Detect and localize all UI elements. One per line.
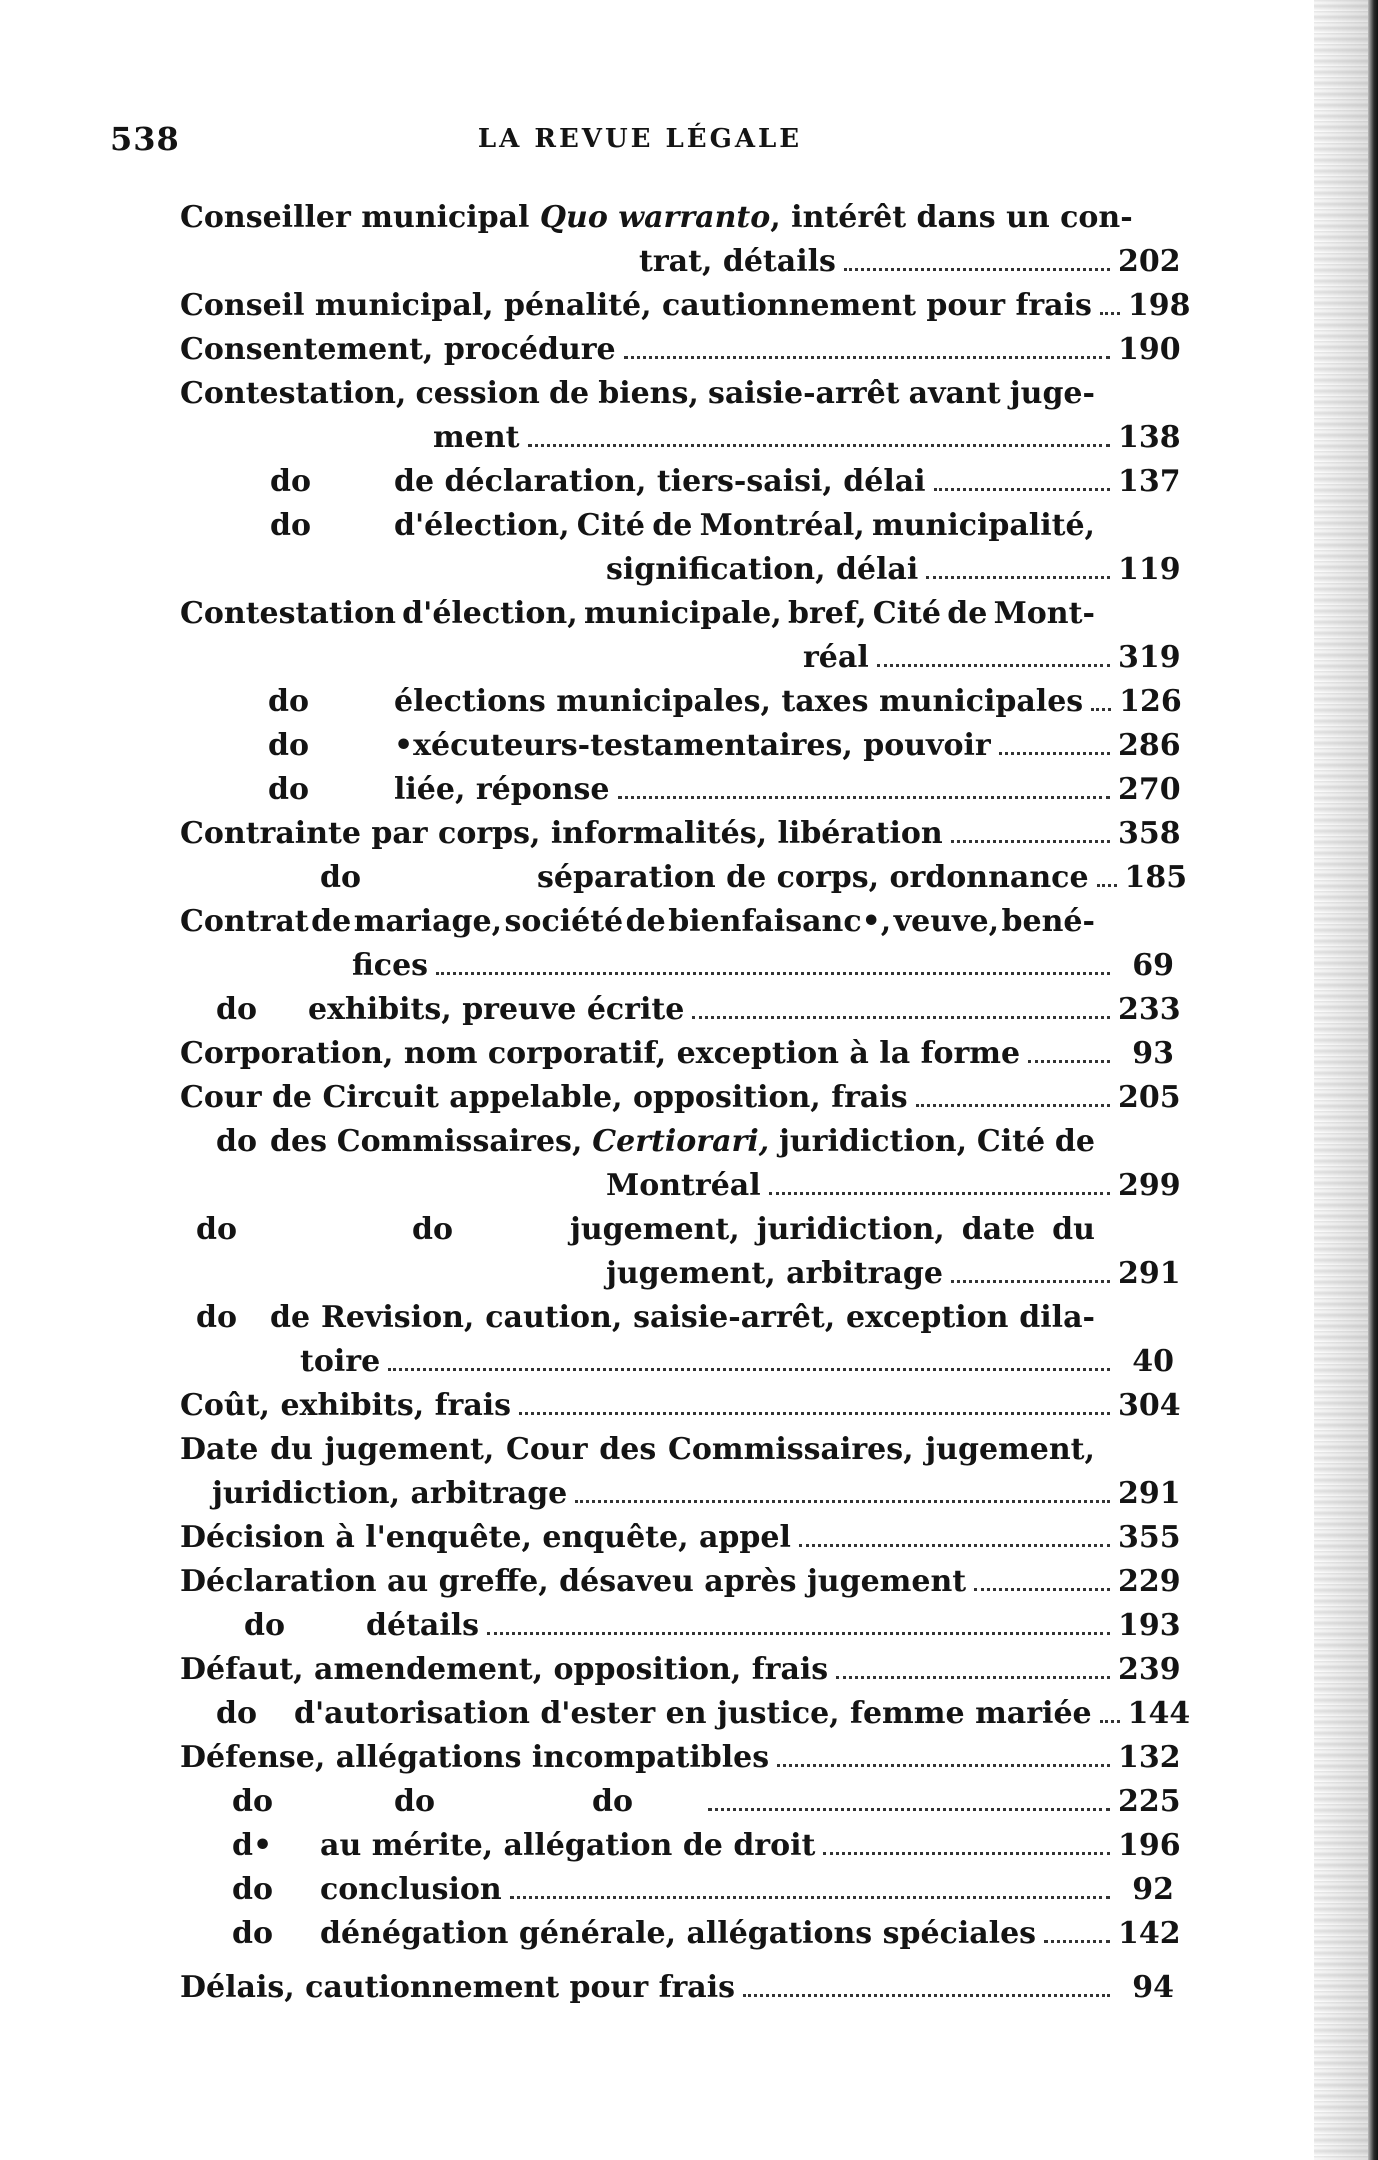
dot-leader [1100, 312, 1120, 315]
entry-word: de [549, 376, 590, 411]
entry-page-ref: 291 [1118, 1476, 1181, 1511]
entry-text: trat, détails [639, 244, 836, 279]
entry-word: de [311, 904, 352, 939]
index-entry-continuation [300, 1340, 1174, 1384]
entry-text: jugement, arbitrage [606, 1256, 943, 1291]
entry-word: mariage, [353, 904, 503, 939]
entry-text: Conseil municipal, pénalité, cautionnement pour frais [180, 288, 1092, 323]
ditto-mark: do [270, 464, 311, 499]
dot-leader [1044, 1940, 1110, 1943]
entry-page-ref: 286 [1118, 728, 1181, 763]
ditto-mark: do [232, 1784, 273, 1819]
entry-page-ref: 198 [1127, 288, 1191, 323]
entry-text: juridiction, arbitrage [212, 1476, 568, 1511]
dot-leader [916, 1104, 1110, 1107]
entry-page-ref: 202 [1118, 244, 1181, 279]
index-entry-line [570, 1208, 1095, 1252]
entry-page-ref: 358 [1118, 816, 1181, 851]
index-entry-continuation [803, 636, 1181, 680]
entry-word: juge- [1009, 376, 1095, 411]
entry-word: Cour [506, 1432, 588, 1467]
entry-word: municipale, [583, 596, 782, 631]
entry-word: du [1052, 1212, 1095, 1247]
dot-leader [436, 972, 1110, 975]
entry-text: au mérite, allégation de droit [320, 1828, 816, 1863]
entry-text: de déclaration, tiers-saisi, délai [394, 464, 926, 499]
entry-page-ref: 69 [1132, 948, 1174, 983]
index-entry-line [394, 724, 1181, 768]
index-entry-line [537, 856, 1188, 900]
index-entry-line [180, 196, 1133, 240]
entry-page-ref: 190 [1118, 332, 1181, 367]
entry-text: détails [366, 1608, 480, 1643]
dot-leader [1100, 1720, 1120, 1723]
dot-leader [519, 1412, 1110, 1415]
entry-word: Montréal, [699, 508, 865, 543]
entry-word: société [504, 904, 624, 939]
index-entry-line [394, 460, 1181, 504]
ditto-mark: do [216, 1696, 257, 1731]
dot-leader [487, 1632, 1110, 1635]
index-entry-line [294, 1692, 1191, 1736]
entry-page-ref: 196 [1118, 1828, 1181, 1863]
running-title: LA REVUE LÉGALE [477, 124, 803, 154]
entry-word: date [961, 1212, 1036, 1247]
ditto-mark: do [216, 992, 257, 1027]
entry-text: Corporation, nom corporatif, exception à la forme [180, 1036, 1021, 1071]
index-entry-line [180, 1560, 1181, 1604]
entry-word: Contestation, [180, 376, 407, 411]
entry-word: des [270, 1124, 327, 1159]
ditto-mark: do [232, 1872, 273, 1907]
index-entry-line [180, 1966, 1174, 2010]
entry-page-ref: 304 [1118, 1388, 1181, 1423]
ditto-mark: do [216, 1124, 257, 1159]
entry-word: caution, [485, 1300, 623, 1335]
entry-word: jugement, [925, 1432, 1095, 1467]
dot-leader [823, 1852, 1110, 1855]
entry-page-ref: 40 [1132, 1344, 1174, 1379]
dot-leader [618, 796, 1110, 799]
entry-page-ref: 126 [1119, 684, 1182, 719]
entry-page-ref: 144 [1127, 1696, 1191, 1731]
entry-word: Contestation [180, 596, 396, 631]
index-entry-line [180, 1648, 1181, 1692]
page-edge-shadow [1314, 0, 1368, 2160]
dot-leader [575, 1500, 1110, 1503]
index-entry-line [308, 988, 1181, 1032]
entry-text: Délais, cautionnement pour frais [180, 1970, 736, 2005]
dot-leader [999, 752, 1110, 755]
dot-leader [769, 1192, 1110, 1195]
dot-leader [692, 1016, 1110, 1019]
dot-leader [844, 268, 1110, 271]
entry-text: liée, réponse [394, 772, 610, 807]
entry-word: Mont- [993, 596, 1095, 631]
dot-leader [951, 1280, 1110, 1283]
entry-text: Consentement, procédure [180, 332, 616, 367]
ditto-mark: do [268, 684, 309, 719]
dot-leader [624, 356, 1110, 359]
dot-leader [708, 1808, 1110, 1811]
entry-word: de [1054, 1124, 1095, 1159]
entry-word: d'élection, [394, 508, 570, 543]
entry-text: , intérêt dans un con- [770, 200, 1133, 235]
index-entry-line [180, 1076, 1181, 1120]
entry-text: d'autorisation d'ester en justice, femme mariée [294, 1696, 1092, 1731]
index-entry-line [320, 1912, 1181, 1956]
index-entry-line [180, 328, 1181, 372]
entry-page-ref: 319 [1118, 640, 1181, 675]
index-entry-line [180, 372, 1095, 416]
entry-page-ref: 291 [1118, 1256, 1181, 1291]
index-entry-line [366, 1604, 1181, 1648]
entry-page-ref: 193 [1118, 1608, 1181, 1643]
entry-page-ref: 142 [1118, 1916, 1181, 1951]
index-entry-line [394, 504, 1095, 548]
entry-page-ref: 119 [1118, 552, 1181, 587]
entry-page-ref: 229 [1118, 1564, 1181, 1599]
entry-word: Revision, [320, 1300, 475, 1335]
entry-text: élections municipales, taxes municipales [394, 684, 1084, 719]
dot-leader [1097, 884, 1117, 887]
index-entry-continuation [606, 1252, 1181, 1296]
entry-text: fices [352, 948, 429, 983]
entry-text: toire [300, 1344, 381, 1379]
entry-text: dénégation générale, allégations spéciales [320, 1916, 1037, 1951]
page-header [110, 120, 1170, 162]
index-entry-line [180, 812, 1181, 856]
entry-page-ref: 233 [1118, 992, 1181, 1027]
index-entry-line [180, 1428, 1095, 1472]
entry-text: signification, délai [606, 552, 919, 587]
entry-word: du [270, 1432, 313, 1467]
index-entry-line [180, 284, 1191, 328]
dot-leader [934, 488, 1110, 491]
entry-word: Commissaires, [667, 1432, 914, 1467]
entry-page-ref: 270 [1118, 772, 1181, 807]
index-entry-continuation [352, 944, 1174, 988]
dot-leader [926, 576, 1110, 579]
entry-word: Commissaires, [336, 1124, 583, 1159]
entry-text: Défaut, amendement, opposition, frais [180, 1652, 829, 1687]
ditto-mark: do [394, 1784, 435, 1819]
entry-word: saisie-arrêt, [633, 1300, 836, 1335]
entry-text: Déclaration au greffe, désaveu après jugement [180, 1564, 967, 1599]
entry-text: Défense, allégations incompatibles [180, 1740, 770, 1775]
entry-text: Conseiller municipal [180, 200, 540, 235]
dot-leader [836, 1676, 1110, 1679]
index-entry-line [394, 768, 1181, 812]
entry-word: saisie-arrêt [707, 376, 900, 411]
entry-page-ref: 132 [1118, 1740, 1181, 1775]
entry-word: bienfaisanc•, [668, 904, 892, 939]
dot-leader [510, 1896, 1110, 1899]
entry-text: séparation de corps, ordonnance [537, 860, 1089, 895]
index-entry-line [180, 592, 1095, 636]
dot-leader [799, 1544, 1110, 1547]
ditto-mark: d• [232, 1828, 273, 1863]
ditto-mark: do [196, 1300, 237, 1335]
entry-page-ref: 355 [1118, 1520, 1181, 1555]
entry-word: Cité [576, 508, 646, 543]
index-entry-continuation [606, 1164, 1181, 1208]
entry-word: d'élection, [402, 596, 578, 631]
entry-page-ref: 225 [1118, 1784, 1181, 1819]
entry-word: jugement, [570, 1212, 740, 1247]
index-entry-line [180, 1384, 1181, 1428]
dot-leader [1028, 1060, 1110, 1063]
entry-word: dila- [1019, 1300, 1095, 1335]
entry-word: juridiction, [779, 1124, 968, 1159]
entry-word: municipalité, [871, 508, 1095, 543]
ditto-mark: do [592, 1784, 633, 1819]
entry-word: bené- [1001, 904, 1095, 939]
entry-italic-word: Certiorari, [592, 1124, 770, 1159]
entry-word: veuve, [893, 904, 1000, 939]
entry-word: cession [415, 376, 540, 411]
entry-text: Montréal [606, 1168, 761, 1203]
entry-word: des [599, 1432, 657, 1467]
index-entry-line [700, 1780, 1181, 1824]
entry-page-ref: 138 [1118, 420, 1181, 455]
ditto-mark: do [268, 772, 309, 807]
entry-page-ref: 94 [1132, 1970, 1174, 2005]
entry-word: de [652, 508, 693, 543]
dot-leader [388, 1368, 1110, 1371]
dot-leader [743, 1994, 1110, 1997]
index-entry-line [270, 1296, 1095, 1340]
ditto-mark: do [270, 508, 311, 543]
entry-word: bref, [787, 596, 867, 631]
entry-word: avant [908, 376, 1001, 411]
entry-page-ref: 205 [1118, 1080, 1181, 1115]
entry-page-ref: 299 [1118, 1168, 1181, 1203]
entry-word: de [947, 596, 988, 631]
entry-italic-text: Quo warranto [539, 200, 771, 235]
dot-leader [951, 840, 1110, 843]
index-entry-continuation [606, 548, 1181, 592]
entry-text: réal [803, 640, 869, 675]
ditto-mark: do [244, 1608, 285, 1643]
entry-page-ref: 185 [1124, 860, 1188, 895]
index-entry-line [180, 1032, 1174, 1076]
entry-page-ref: 92 [1132, 1872, 1174, 1907]
entry-word: Contrat [180, 904, 309, 939]
dot-leader [777, 1764, 1110, 1767]
page-binding-edge [1368, 0, 1378, 2160]
entry-word: Cité [976, 1124, 1046, 1159]
index-entry-line [180, 1736, 1181, 1780]
entry-word: biens, [598, 376, 699, 411]
entry-text: exhibits, preuve écrite [308, 992, 685, 1027]
dot-leader [528, 444, 1111, 447]
ditto-mark: do [412, 1212, 453, 1247]
entry-text: Décision à l'enquête, enquête, appel [180, 1520, 791, 1555]
entry-word: Cité [872, 596, 941, 631]
index-entry-continuation [433, 416, 1181, 460]
index-entry-line [180, 1516, 1181, 1560]
entry-page-ref: 137 [1118, 464, 1181, 499]
index-entry-line [320, 1824, 1181, 1868]
entry-word: de [270, 1300, 311, 1335]
ditto-mark: do [320, 860, 361, 895]
index-entry-line [180, 900, 1095, 944]
index-entry-line [394, 680, 1182, 724]
dot-leader [1091, 708, 1111, 711]
entry-word: de [625, 904, 666, 939]
index-entry-continuation [212, 1472, 1181, 1516]
dot-leader [877, 664, 1110, 667]
ditto-mark: do [196, 1212, 237, 1247]
index-entry-line [270, 1120, 1095, 1164]
page-number: 538 [110, 120, 180, 158]
ditto-mark: do [268, 728, 309, 763]
ditto-mark: do [232, 1916, 273, 1951]
entry-word: juridiction, [756, 1212, 945, 1247]
entry-word: jugement, [324, 1432, 495, 1467]
entry-text: ment [433, 420, 520, 455]
entry-text: •xécuteurs-testamentaires, pouvoir [394, 728, 991, 763]
entry-text: Contrainte par corps, informalités, libération [180, 816, 943, 851]
entry-text: Cour de Circuit appelable, opposition, frais [180, 1080, 908, 1115]
entry-word: exception [846, 1300, 1009, 1335]
dot-leader [974, 1588, 1110, 1591]
entry-word: Date [180, 1432, 259, 1467]
index-entry-continuation [639, 240, 1181, 284]
entry-page-ref: 239 [1118, 1652, 1181, 1687]
index-entry-line [320, 1868, 1174, 1912]
entry-text: Coût, exhibits, frais [180, 1388, 512, 1423]
entry-page-ref: 93 [1132, 1036, 1174, 1071]
entry-text: conclusion [320, 1872, 502, 1907]
